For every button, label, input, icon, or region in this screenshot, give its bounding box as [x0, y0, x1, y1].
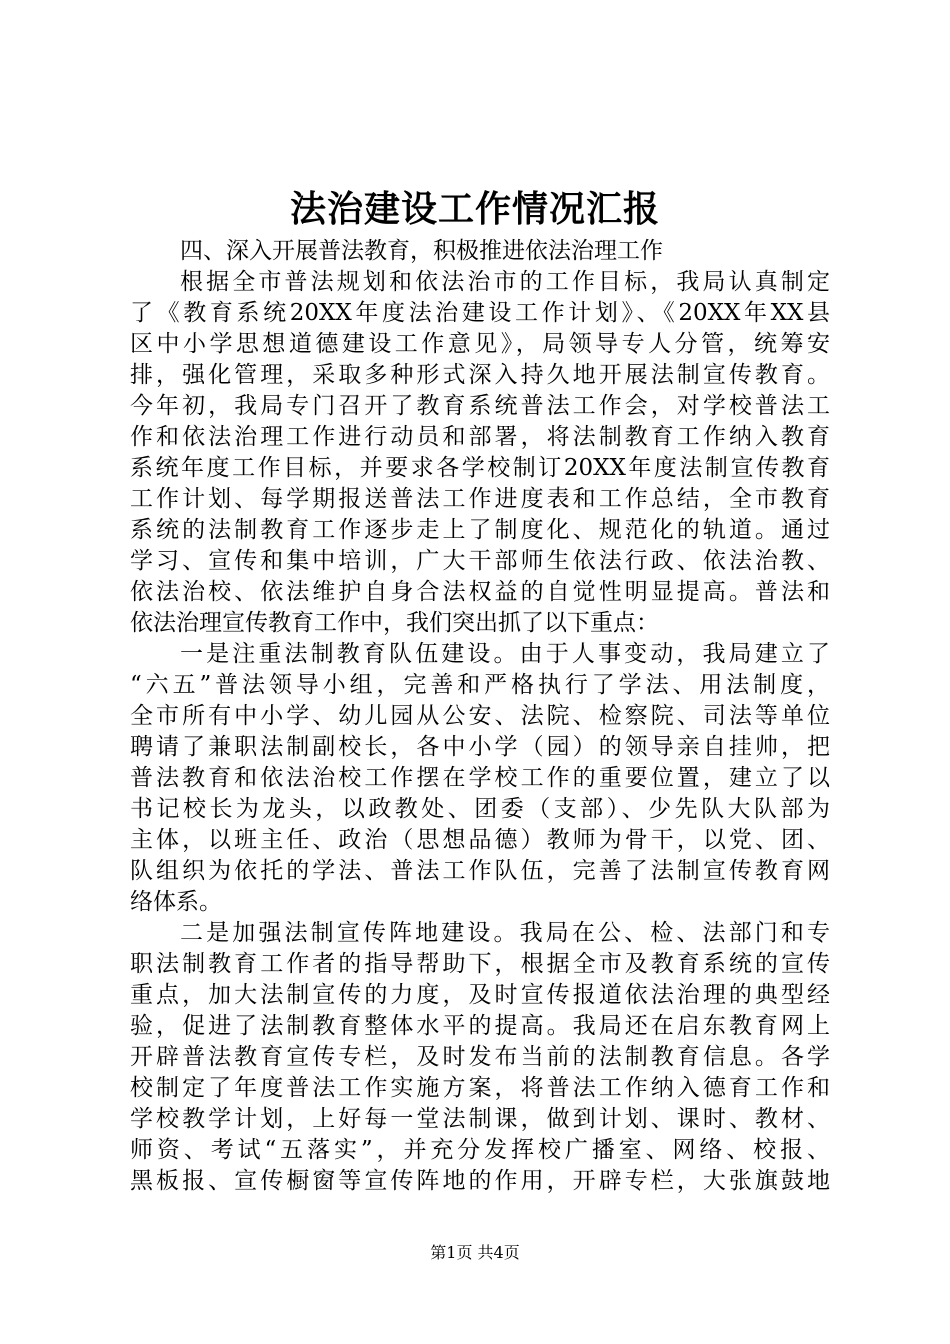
text-line: 今年初，我局专门召开了教育系统普法工作会，对学校普法工 — [130, 393, 830, 419]
text-line: 工作计划、每学期报送普法工作进度表和工作总结，全市教育 — [130, 486, 830, 512]
text-line: 普法教育和依法治校工作摆在学校工作的重要位置，建立了以 — [130, 765, 830, 791]
text-line: 师资、考试“五落实”，并充分发挥校广播室、网络、校报、 — [130, 1137, 830, 1163]
text-line: 系统年度工作目标，并要求各学校制订20XX年度法制宣传教育 — [130, 455, 830, 481]
text-line: 作和依法治理工作进行动员和部署，将法制教育工作纳入教育 — [130, 424, 830, 450]
text-line: 四、深入开展普法教育，积极推进依法治理工作 — [180, 238, 663, 264]
text-line: 重点，加大法制宣传的力度，及时宣传报道依法治理的典型经 — [130, 982, 830, 1008]
document-body — [130, 236, 830, 1197]
page-footer: 第1页 共4页 — [430, 1243, 520, 1262]
text-line: 验，促进了法制教育整体水平的提高。我局还在启东教育网上 — [130, 1013, 830, 1039]
text-line: 络体系。 — [130, 889, 222, 915]
text-line: 系统的法制教育工作逐步走上了制度化、规范化的轨道。通过 — [130, 517, 830, 543]
text-line: 根据全市普法规划和依法治市的工作目标，我局认真制定 — [180, 269, 830, 295]
text-line: 二是加强法制宣传阵地建设。我局在公、检、法部门和专 — [180, 920, 830, 946]
text-line: 学习、宣传和集中培训，广大干部师生依法行政、依法治教、 — [130, 548, 830, 574]
text-line: 书记校长为龙头，以政教处、团委（支部）、少先队大队部为 — [130, 796, 830, 822]
text-line: 依法治理宣传教育工作中，我们突出抓了以下重点： — [130, 610, 659, 636]
text-line: 队组织为依托的学法、普法工作队伍，完善了法制宣传教育网 — [130, 858, 830, 884]
text-line: 一是注重法制教育队伍建设。由于人事变动，我局建立了 — [180, 641, 830, 667]
text-line: 校制定了年度普法工作实施方案，将普法工作纳入德育工作和 — [130, 1075, 830, 1101]
text-line: 依法治校、依法维护自身合法权益的自觉性明显提高。普法和 — [130, 579, 830, 605]
page-title: 法治建设工作情况汇报 — [289, 188, 660, 230]
text-line: 排，强化管理，采取多种形式深入持久地开展法制宣传教育。 — [130, 362, 830, 388]
text-line: 全市所有中小学、幼儿园从公安、法院、检察院、司法等单位 — [130, 703, 830, 729]
text-line: 主体，以班主任、政治（思想品德）教师为骨干，以党、团、 — [130, 827, 830, 853]
text-line: 职法制教育工作者的指导帮助下，根据全市及教育系统的宣传 — [130, 951, 830, 977]
text-line: 开辟普法教育宣传专栏，及时发布当前的法制教育信息。各学 — [130, 1044, 830, 1070]
text-line: “六五”普法领导小组，完善和严格执行了学法、用法制度， — [130, 672, 830, 698]
text-line: 学校教学计划，上好每一堂法制课，做到计划、课时、教材、 — [130, 1106, 830, 1132]
text-line: 区中小学思想道德建设工作意见》，局领导专人分管，统筹安 — [130, 331, 830, 357]
text-line: 聘请了兼职法制副校长，各中小学（园）的领导亲自挂帅，把 — [130, 734, 830, 760]
text-line: 黑板报、宣传橱窗等宣传阵地的作用，开辟专栏，大张旗鼓地 — [130, 1168, 830, 1194]
text-line: 了《教育系统20XX年度法治建设工作计划》、《20XX年XX县 — [130, 300, 830, 326]
